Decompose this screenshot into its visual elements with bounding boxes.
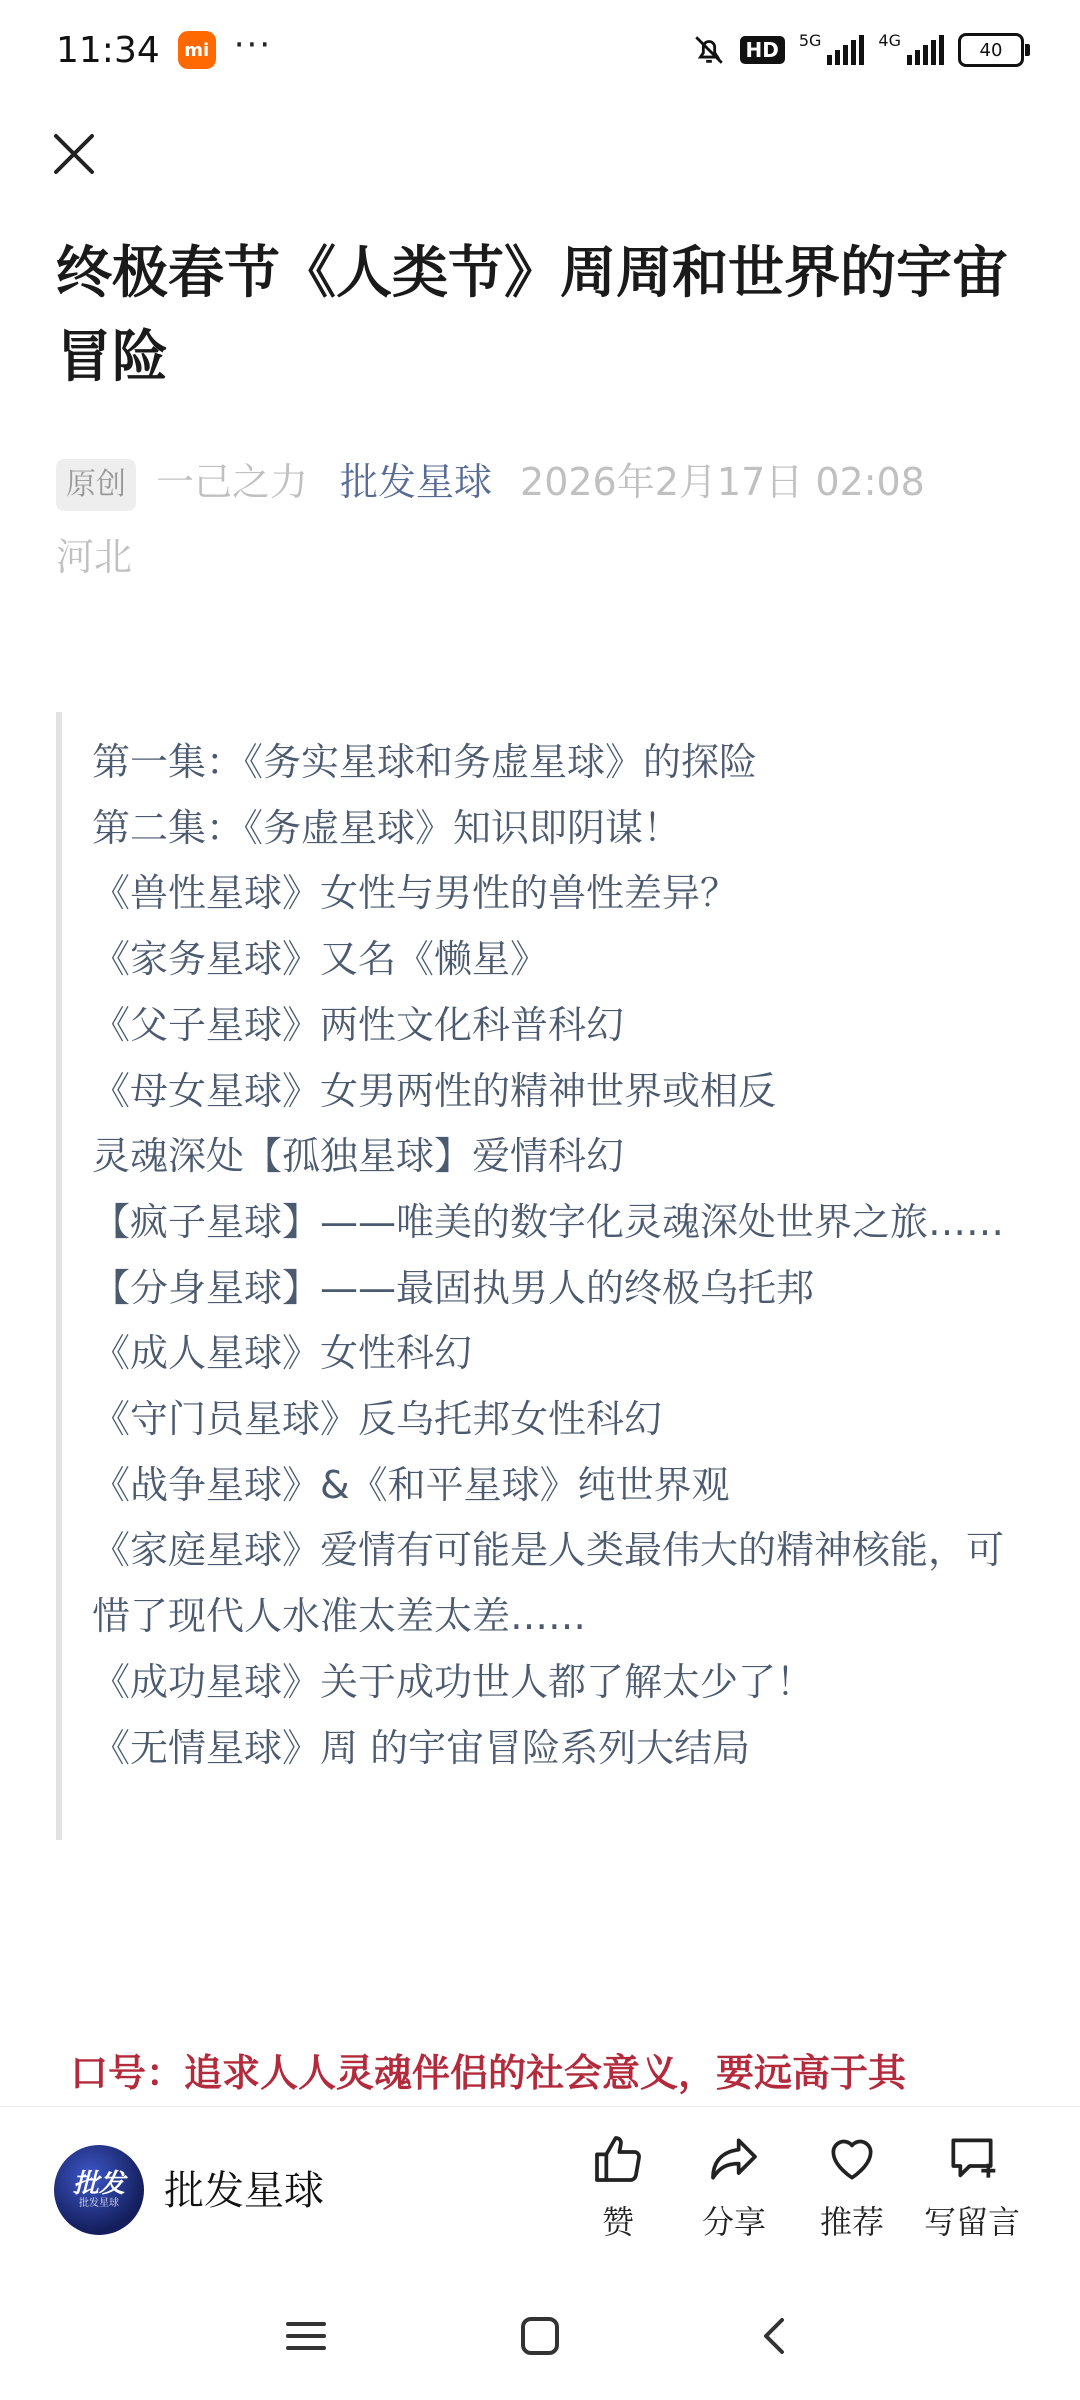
home-button[interactable] (510, 2306, 570, 2366)
original-badge: 原创 (56, 459, 136, 511)
recommend-button[interactable] (792, 2131, 912, 2243)
status-left (56, 25, 273, 71)
quote-line: 《守门员星球》反乌托邦女性科幻 (92, 1397, 663, 1442)
mi-app-icon: mi (178, 31, 216, 69)
article-meta (56, 440, 1036, 590)
avatar-text: 批发 (72, 2169, 125, 2199)
system-nav-bar (0, 2266, 1080, 2400)
article-title: 终极春节《人类节》周周和世界的宇宙冒险 (56, 241, 1008, 390)
share-button[interactable] (674, 2131, 794, 2243)
account-link[interactable]: 批发星球 (340, 460, 493, 504)
hd-badge: HD (740, 36, 785, 64)
quote-line: 《母女星球》女男两性的精神世界或相反 (92, 1068, 777, 1113)
battery-icon (958, 33, 1024, 67)
status-time: 11:34 (56, 29, 160, 71)
slogan-text: 口号：追求人人灵魂伴侣的社会意义，要远高于其 (70, 2051, 907, 2095)
bottom-action-bar (0, 2106, 1080, 2267)
heart-icon (824, 2131, 880, 2187)
home-square-icon (510, 2306, 570, 2366)
quote-line: 【疯子星球】——唯美的数字化灵魂深处世界之旅…… (92, 1199, 1005, 1244)
quote-line: 《无情星球》周 的宇宙冒险系列大结局 (92, 1725, 751, 1770)
mute-bell-icon (692, 33, 726, 67)
quote-line: 《家务星球》又名《懒星》 (92, 937, 549, 982)
status-bar (0, 0, 1080, 100)
quote-line: 第二集：《务虚星球》知识即阴谋！ (92, 805, 682, 850)
share-label: 分享 (701, 2203, 766, 2241)
quote-line: 灵魂深处【孤独星球】爱情科幻 (92, 1134, 625, 1179)
quote-line: 《兽性星球》女性与男性的兽性差异？ (92, 871, 739, 916)
quote-line: 《成功星球》关于成功世人都了解太少了！ (92, 1659, 815, 1704)
menu-icon (276, 2306, 336, 2366)
close-button[interactable] (50, 130, 98, 178)
quote-line: 《家庭星球》爱情有可能是人类最伟大的精神核能，可惜了现代人水准太差太差…… (92, 1528, 1005, 1639)
network-5g-label: 5G (798, 30, 822, 50)
episode-list-quote (56, 712, 1026, 1840)
thumbs-up-icon (590, 2131, 646, 2187)
status-right (692, 30, 1025, 67)
account-avatar[interactable] (54, 2145, 144, 2235)
battery-level: 40 (979, 39, 1003, 61)
quote-line: 【分身星球】——最固执男人的终极乌托邦 (92, 1265, 815, 1310)
comment-icon (944, 2131, 1000, 2187)
quote-line: 第一集：《务实星球和务虚星球》的探险 (92, 740, 758, 784)
menu-button[interactable] (276, 2306, 336, 2366)
back-button[interactable] (744, 2306, 804, 2366)
more-notifications-icon: ··· (233, 25, 273, 65)
close-icon (50, 130, 98, 178)
comment-button[interactable] (912, 2131, 1032, 2243)
quote-line: 《成人星球》女性科幻 (92, 1331, 473, 1376)
back-chevron-icon (744, 2306, 804, 2366)
publish-date: 2026年2月17日 02:08 (520, 460, 925, 504)
avatar-subtext: 批发星球 (79, 2198, 119, 2209)
network-4g-label: 4G (878, 30, 901, 50)
publish-region: 河北 (56, 535, 133, 579)
quote-line: 《父子星球》两性文化科普科幻 (92, 1002, 625, 1047)
signal-5g-icon (827, 35, 864, 65)
comment-label: 写留言 (923, 2203, 1020, 2241)
like-label: 赞 (601, 2203, 634, 2241)
recommend-label: 推荐 (819, 2203, 884, 2241)
quote-line: 《战争星球》&《和平星球》纯世界观 (92, 1462, 730, 1507)
account-name[interactable]: 批发星球 (164, 2168, 324, 2214)
share-arrow-icon (706, 2131, 762, 2187)
like-button[interactable] (558, 2131, 678, 2243)
signal-4g-icon (907, 35, 944, 65)
author-name: 一己之力 (156, 460, 309, 504)
